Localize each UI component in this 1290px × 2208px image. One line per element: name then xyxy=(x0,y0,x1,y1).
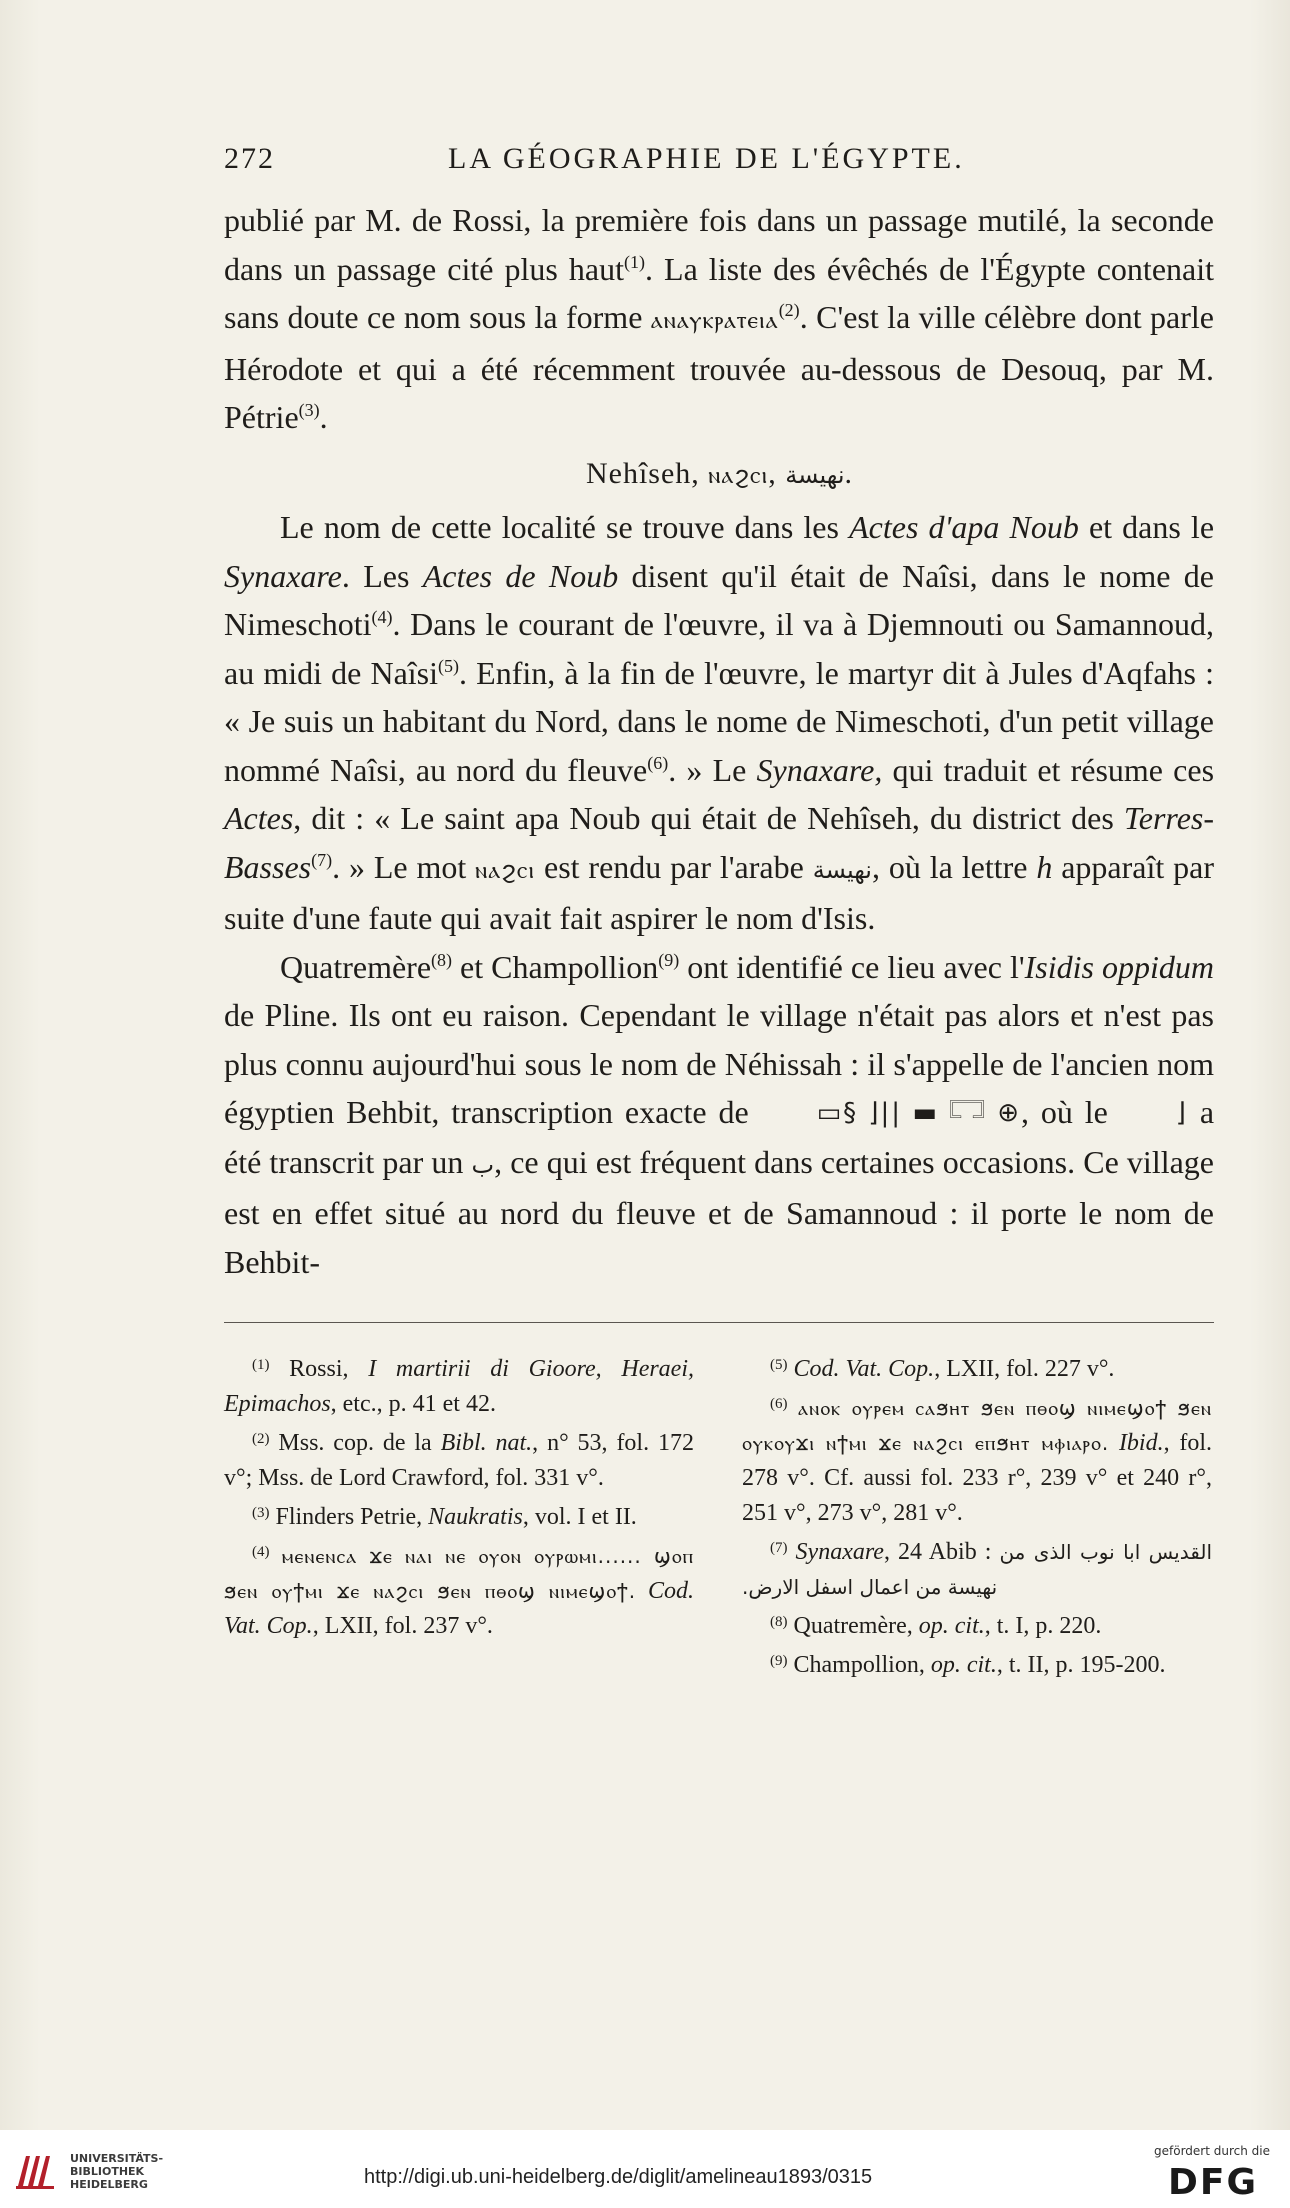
footnote-ref[interactable]: (1) xyxy=(623,251,645,272)
footnote-ref[interactable]: (9) xyxy=(658,949,680,970)
page-number: 272 xyxy=(224,142,275,175)
footnote-4: $^{(4)}$ ⲙⲉⲛⲉⲛⲥⲁ ϫⲉ ⲛⲁⲓ ⲛⲉ ⲟⲩⲟⲛ ⲟⲩⲣⲱⲙⲓ...... ϣⲟⲡ ϧⲉⲛ ⲟⲩϯⲙⲓ ϫⲉ ⲛⲁϩⲥⲓ ϧⲉⲛ ⲡⲑⲟϣ ⲛⲓⲙⲉϣⲟϯ. Cod. Vat. Cop., LXII, fol. 237 v°. xyxy=(224,1544,694,1639)
footnote-9: $^{(9)}$ Champollion, op. cit., t. II, p. 195-200. xyxy=(770,1652,1166,1678)
footnote-ref[interactable]: (3) xyxy=(298,400,320,420)
footnote-ref[interactable]: (4) xyxy=(371,607,393,627)
footnote-ref[interactable]: (6) xyxy=(647,752,669,773)
dfg-logo: DFG xyxy=(1168,2162,1259,2203)
footnote-3: $^{(3)}$ Flinders Petrie, Naukratis, vol. I et II. xyxy=(252,1504,637,1530)
coptic-word: ⲁⲛⲁⲩⲕⲣⲁⲧⲉⲓⲁ xyxy=(650,306,779,334)
running-title: LA GÉOGRAPHIE DE L'ÉGYPTE. xyxy=(448,142,965,175)
footnote-ref[interactable]: (8) xyxy=(431,949,453,970)
paragraph-3: Quatremère$^{(8)}$ et Champollion$^{(9)}$ ont identifié ce lieu avec l'Isidis oppidum de Pline. Ils ont eu raison. Cependant le village n'était pas alors et n'est pas plus connu aujourd'hui sous le nom de Néhissah : il s'appelle de l'ancien nom égyptien Behbit, transcription exacte de ▭§ ⌋|| ▬ 𓉐 ⊕, où le ⌋ a été transcrit par un ب, ce qui est fréquent dans certaines occasions. Ce village est en effet situé au nord du fleuve et de Samannoud : il porte le nom de Behbit- xyxy=(224,948,1215,1280)
digitization-footer xyxy=(0,2130,1290,2208)
funding-note: gefördert durch die xyxy=(1154,2144,1270,2158)
footnote-ref[interactable]: (7) xyxy=(311,849,333,870)
library-name: UNIVERSITÄTS- BIBLIOTHEK HEIDELBERG xyxy=(70,2152,164,2191)
footnote-7: $^{(7)}$ Synaxare, 24 Abib : القديس ابا نوب الذى من نهيسة من اعمال اسفل الارض. xyxy=(742,1539,1213,1599)
footnotes-left-column xyxy=(224,1348,694,1644)
university-library-logo-icon xyxy=(14,2150,58,2190)
body-text xyxy=(224,196,1214,1286)
footnote-5: $^{(5)}$ Cod. Vat. Cop., LXII, fol. 227 v°. xyxy=(770,1356,1115,1382)
hieroglyph-group: ▭§ ⌋|| ▬ 𓉐 ⊕ xyxy=(816,1098,1022,1128)
footnote-2: $^{(2)}$ Mss. cop. de la Bibl. nat., n° 53, fol. 172 v°; Mss. de Lord Crawford, fol. 331 v°. xyxy=(224,1430,694,1491)
footnote-divider xyxy=(224,1322,1214,1323)
footnote-ref[interactable]: (2) xyxy=(778,300,800,320)
hieroglyph-sign: ⌋ xyxy=(1175,1098,1188,1128)
paragraph-2: Le nom de cette localité se trouve dans les Actes d'apa Noub et dans le Synaxare. Les Actes de Noub disent qu'il était de Naîsi, dans le nome de Nimeschoti$^{(4)}$. Dans le courant de l'œuvre, il va à Djemnouti ou Samannoud, au midi de Naîsi$^{(5)}$. Enfin, à la fin de l'œuvre, le martyr dit à Jules d'Aqfahs : « Je suis un habitant du Nord, dans le nome de Nimeschoti, d'un petit village nommé Naîsi, au nord du fleuve$^{(6)}$. » Le Synaxare, qui traduit et résume ces Actes, dit : « Le saint apa Noub qui était de Nehîseh, du district des Terres-Basses$^{(7)}$. » Le mot ⲛⲁϩⲥⲓ est rendu par l'arabe نهيسة, où la lettre h apparaît par suite d'une faute qui avait fait aspirer le nom d'Isis. xyxy=(224,509,1215,936)
section-heading: Nehîseh, ⲛⲁϩⲥⲓ, نهيسة. xyxy=(585,456,852,490)
paragraph-1: publié par M. de Rossi, la première fois dans un passage mutilé, la seconde dans un passage cité plus haut$^{(1)}$. La liste des évêchés de l'Égypte contenait sans doute ce nom sous la forme ⲁⲛⲁⲩⲕⲣⲁⲧⲉⲓⲁ$^{(2)}$. C'est la ville célèbre dont parle Hérodote et qui a été récemment trouvée au-dessous de Desouq, par M. Pétrie$^{(3)}$. xyxy=(224,202,1215,435)
footnote-8: $^{(8)}$ Quatremère, op. cit., t. I, p. 220. xyxy=(770,1613,1102,1639)
footnote-1: $^{(1)}$ Rossi, I martirii di Gioore, Heraei, Epimachos, etc., p. 41 et 42. xyxy=(224,1356,695,1417)
footnote-ref[interactable]: (5) xyxy=(438,655,460,676)
source-url-link[interactable]: http://digi.ub.uni-heidelberg.de/diglit/amelineau1893/0315 xyxy=(364,2166,873,2188)
footnote-6: $^{(6)}$ ⲁⲛⲟⲕ ⲟⲩⲣⲉⲙ ⲥⲁϧⲏⲧ ϧⲉⲛ ⲡⲑⲟϣ ⲛⲓⲙⲉϣⲟϯ ϧⲉⲛ ⲟⲩⲕⲟⲩϫⲓ ⲛϯⲙⲓ ϫⲉ ⲛⲁϩⲥⲓ ⲉⲡϧⲏⲧ ⲙⲫⲓⲁⲣⲟ. Ibid., fol. 278 v°. Cf. aussi fol. 233 r°, 239 v° et 240 r°, 251 v°, 273 v°, 281 v°. xyxy=(742,1396,1213,1526)
footnotes-right-column xyxy=(742,1348,1212,1683)
